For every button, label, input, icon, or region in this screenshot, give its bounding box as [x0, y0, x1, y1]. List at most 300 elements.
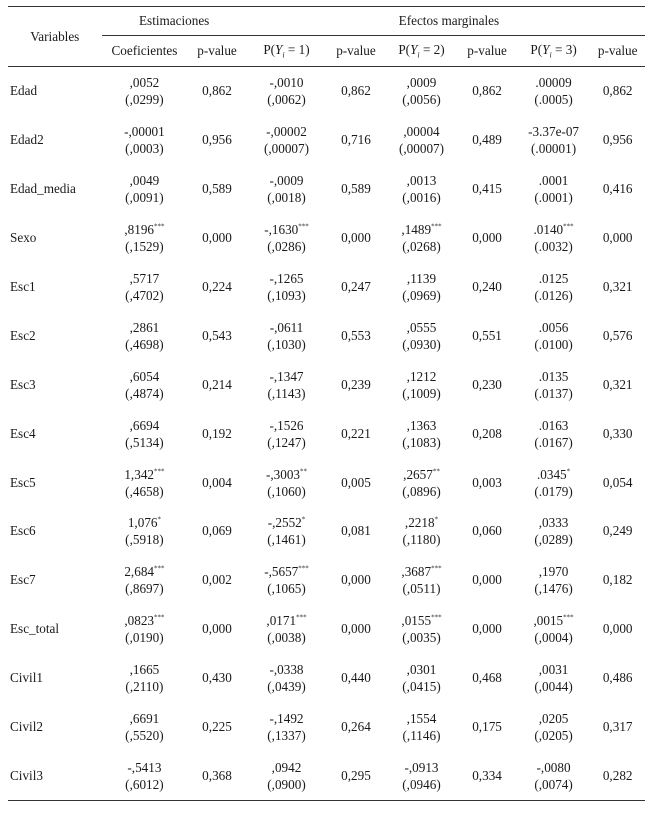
pvalue-cell: 0,415	[472, 181, 502, 197]
standard-error: (,0018)	[267, 190, 306, 206]
standard-error: (,1529)	[125, 239, 164, 255]
pvalue-cell: 0,589	[341, 181, 371, 197]
estimate-value: ,0333	[538, 515, 569, 531]
header-coeficientes: Coeficientes	[111, 43, 178, 58]
estimate-value: .0140***	[533, 222, 574, 238]
pvalue-cell: 0,000	[472, 230, 502, 246]
standard-error: (,1337)	[267, 728, 306, 744]
pvalue-cell: 0,000	[341, 230, 371, 246]
marginal-3-cell	[517, 409, 591, 458]
header-pvalue-1: p-value	[336, 43, 376, 58]
standard-error: (,0299)	[125, 92, 164, 108]
estimate-value: -,5413	[127, 759, 162, 775]
pvalue-cell: 0,182	[602, 572, 633, 588]
variable-name: Edad2	[10, 132, 44, 148]
estimate-value: ,1363	[406, 417, 437, 433]
marginal-2-cell	[386, 507, 458, 556]
standard-error: (,0268)	[402, 239, 441, 255]
table-row	[8, 165, 645, 214]
standard-error: (,0062)	[267, 92, 306, 108]
marginal-2-cell	[386, 556, 458, 605]
pvalue-cell: 0,862	[472, 83, 502, 99]
variable-name: Sexo	[10, 230, 37, 246]
estimate-value: .0345*	[536, 466, 571, 482]
pvalue-cell: 0,368	[202, 767, 232, 783]
table-row	[8, 214, 645, 263]
table-row	[8, 263, 645, 312]
standard-error: (,6012)	[125, 776, 164, 792]
table-row	[8, 605, 645, 654]
pvalue-cell: 0,489	[472, 132, 502, 148]
significance-stars: ***	[154, 467, 165, 476]
pvalue-cell: 0,589	[202, 181, 232, 197]
pvalue-cell: 0,576	[602, 327, 633, 343]
coef-cell	[102, 703, 188, 752]
estimate-value: ,1489***	[401, 222, 442, 238]
marginal-2-cell	[386, 703, 458, 752]
estimate-value: -,0338	[269, 662, 304, 678]
marginal-3-cell	[517, 703, 591, 752]
pvalue-cell: 0,221	[341, 425, 371, 441]
pvalue-cell: 0,000	[202, 621, 232, 637]
standard-error: (.0126)	[534, 288, 573, 303]
significance-stars: ***	[296, 613, 307, 622]
marginal-3-cell	[517, 67, 591, 116]
pvalue-cell: 0,000	[341, 621, 371, 637]
variable-name: Esc3	[10, 376, 36, 392]
significance-stars: ***	[431, 613, 442, 622]
pvalue-cell: 0,862	[341, 83, 371, 99]
pvalue-cell: 0,440	[341, 670, 371, 686]
standard-error: (,5520)	[125, 728, 164, 744]
table-body	[8, 67, 645, 801]
pvalue-cell: 0,000	[472, 621, 502, 637]
estimate-value: ,0009	[406, 75, 437, 91]
estimate-value: ,1212	[406, 368, 437, 384]
standard-error: (,0415)	[402, 679, 441, 695]
estimate-value: -,0080	[536, 759, 571, 775]
standard-error: (,5918)	[125, 532, 164, 548]
marginal-1-cell	[247, 654, 326, 703]
pvalue-cell: 0,000	[602, 621, 633, 637]
marginal-3-cell	[517, 263, 591, 312]
marginal-3-cell	[517, 214, 591, 263]
table-row	[8, 116, 645, 165]
estimate-value: ,1665	[129, 662, 160, 678]
standard-error: (,0289)	[534, 532, 573, 548]
pvalue-cell: 0,334	[472, 767, 502, 783]
significance-stars: ***	[298, 222, 309, 231]
pvalue-cell: 0,956	[602, 132, 633, 148]
header-variables: Variables	[8, 7, 102, 67]
standard-error: (,1247)	[267, 434, 306, 450]
variable-name: Esc6	[10, 523, 36, 539]
estimate-value: ,6694	[129, 417, 160, 433]
pvalue-cell: 0,264	[341, 719, 371, 735]
significance-stars: ***	[563, 222, 574, 231]
marginal-3-cell	[517, 751, 591, 800]
standard-error: (.0032)	[534, 239, 573, 255]
significance-stars: ***	[154, 613, 165, 622]
table-row	[8, 458, 645, 507]
marginal-1-cell	[247, 67, 326, 116]
pvalue-cell: 0,430	[202, 670, 232, 686]
pvalue-cell: 0,192	[202, 425, 232, 441]
marginal-3-cell	[517, 360, 591, 409]
variable-name: Esc_total	[10, 621, 60, 637]
standard-error: (,1143)	[267, 385, 306, 401]
header-efectos-marginales: Efectos marginales	[247, 7, 645, 36]
significance-stars: ***	[298, 564, 309, 573]
estimate-value: -3.37e-07	[528, 124, 580, 140]
significance-stars: *	[566, 467, 571, 476]
pvalue-cell: 0,081	[341, 523, 371, 539]
estimate-value: ,00004	[403, 124, 440, 140]
pvalue-cell: 0,000	[472, 572, 502, 588]
standard-error: (,1461)	[267, 532, 306, 548]
standard-error: (,0091)	[125, 190, 164, 206]
table-row	[8, 360, 645, 409]
pvalue-cell: 0,862	[202, 83, 232, 99]
variable-name: Esc7	[10, 572, 36, 588]
standard-error: (,1146)	[402, 728, 441, 744]
estimate-value: ,6054	[129, 368, 160, 384]
estimate-value: -,0913	[404, 759, 439, 775]
standard-error: (,0286)	[267, 239, 306, 255]
pvalue-cell: 0,716	[341, 132, 371, 148]
header-pvalue-2: p-value	[467, 43, 507, 58]
coef-cell	[102, 165, 188, 214]
estimate-value: -,1347	[269, 368, 304, 384]
estimate-value: ,0823***	[124, 613, 165, 629]
marginal-2-cell	[386, 116, 458, 165]
estimate-value: .00009	[535, 75, 572, 91]
pvalue-cell: 0,247	[341, 279, 371, 294]
standard-error: (,00007)	[398, 141, 445, 157]
significance-stars: ***	[431, 564, 442, 573]
estimate-value: -,1630***	[264, 222, 309, 238]
header-estimaciones: Estimaciones	[102, 7, 247, 36]
coef-cell	[102, 311, 188, 360]
significance-stars: ***	[154, 222, 165, 231]
estimate-value: ,0052	[129, 75, 160, 91]
estimate-value: ,0171***	[266, 613, 307, 629]
marginal-2-cell	[386, 214, 458, 263]
marginal-2-cell	[386, 751, 458, 800]
estimate-value: ,0555	[406, 319, 437, 335]
estimate-value: .0163	[538, 417, 569, 433]
marginal-2-cell	[386, 360, 458, 409]
marginal-1-cell	[247, 703, 326, 752]
coef-cell	[102, 263, 188, 312]
table-row	[8, 556, 645, 605]
variable-name: Esc4	[10, 425, 36, 441]
pvalue-cell: 0,214	[202, 376, 232, 392]
standard-error: (,0205)	[534, 728, 573, 744]
standard-error: (,0074)	[534, 776, 573, 792]
coef-cell	[102, 409, 188, 458]
estimate-value: ,8196***	[124, 222, 165, 238]
standard-error: (.0179)	[534, 483, 573, 499]
marginal-1-cell	[247, 507, 326, 556]
coef-cell	[102, 214, 188, 263]
variable-name: Edad	[10, 83, 38, 99]
pvalue-cell: 0,321	[602, 376, 633, 392]
standard-error: (,4874)	[125, 385, 164, 401]
standard-error: (,4702)	[125, 288, 164, 303]
estimate-value: -,0009	[269, 173, 304, 189]
pvalue-cell: 0,004	[202, 474, 232, 490]
pvalue-cell: 0,239	[341, 376, 371, 392]
standard-error: (,1060)	[267, 483, 306, 499]
header-pvalue-estimaciones: p-value	[197, 43, 237, 58]
pvalue-cell: 0,295	[341, 767, 371, 783]
variable-name: Civil3	[10, 767, 43, 783]
estimate-value: ,0049	[129, 173, 160, 189]
significance-stars: **	[300, 467, 308, 476]
estimate-value: -,1492	[269, 711, 304, 727]
coef-cell	[102, 605, 188, 654]
estimate-value: ,1554	[406, 711, 437, 727]
standard-error: (.0167)	[534, 434, 573, 450]
standard-error: (,0004)	[534, 630, 573, 646]
estimate-value: .0056	[538, 319, 569, 335]
variable-name: Esc5	[10, 474, 36, 490]
estimate-value: .0001	[538, 173, 569, 189]
standard-error: (,0439)	[267, 679, 306, 695]
marginal-1-cell	[247, 116, 326, 165]
marginal-1-cell	[247, 751, 326, 800]
pvalue-cell: 0,956	[202, 132, 232, 148]
table-row	[8, 507, 645, 556]
pvalue-cell: 0,224	[202, 279, 232, 294]
pvalue-cell: 0,000	[602, 230, 633, 246]
variable-name: Esc2	[10, 327, 36, 343]
standard-error: (,0896)	[402, 483, 441, 499]
estimate-value: ,0301	[406, 662, 437, 678]
standard-error: (,1030)	[267, 336, 306, 352]
marginal-2-cell	[386, 605, 458, 654]
pvalue-cell: 0,862	[602, 83, 633, 99]
standard-error: (.0137)	[534, 385, 573, 401]
standard-error: (,0969)	[402, 288, 441, 303]
marginal-1-cell	[247, 360, 326, 409]
estimate-value: -,0611	[269, 319, 304, 335]
pvalue-cell: 0,003	[472, 474, 502, 490]
pvalue-cell: 0,054	[602, 474, 633, 490]
marginal-1-cell	[247, 165, 326, 214]
coef-cell	[102, 507, 188, 556]
significance-stars: *	[301, 516, 306, 525]
pvalue-cell: 0,551	[472, 327, 502, 343]
estimate-value: ,6691	[129, 711, 160, 727]
standard-error: (,0190)	[125, 630, 164, 646]
marginal-1-cell	[247, 214, 326, 263]
marginal-2-cell	[386, 458, 458, 507]
table-row	[8, 409, 645, 458]
marginal-2-cell	[386, 654, 458, 703]
marginal-3-cell	[517, 556, 591, 605]
standard-error: (,0511)	[402, 581, 441, 597]
standard-error: (,1009)	[402, 385, 441, 401]
standard-error: (,1083)	[402, 434, 441, 450]
marginal-1-cell	[247, 556, 326, 605]
standard-error: (,4658)	[125, 483, 164, 499]
standard-error: (.0100)	[534, 336, 573, 352]
pvalue-cell: 0,249	[602, 523, 633, 539]
marginal-3-cell	[517, 311, 591, 360]
pvalue-cell: 0,000	[202, 230, 232, 246]
standard-error: (,0044)	[534, 679, 573, 695]
estimate-value: ,0013	[406, 173, 437, 189]
pvalue-cell: 0,208	[472, 425, 502, 441]
coef-cell	[102, 654, 188, 703]
standard-error: (.0001)	[534, 190, 573, 206]
standard-error: (,00007)	[263, 141, 310, 157]
marginal-1-cell	[247, 409, 326, 458]
standard-error: (,0003)	[125, 141, 164, 157]
estimate-value: ,2218*	[404, 515, 439, 531]
standard-error: (,0016)	[402, 190, 441, 206]
pvalue-cell: 0,000	[341, 572, 371, 588]
estimate-value: .0135	[538, 368, 569, 384]
marginal-2-cell	[386, 311, 458, 360]
pvalue-cell: 0,060	[472, 523, 502, 539]
standard-error: (,0930)	[402, 336, 441, 352]
marginal-1-cell	[247, 263, 326, 312]
pvalue-cell: 0,317	[602, 719, 633, 735]
coef-cell	[102, 751, 188, 800]
header-prob-3: $P(Y_i = 3)$	[530, 42, 577, 60]
marginal-2-cell	[386, 165, 458, 214]
header-pvalue-3: p-value	[597, 43, 638, 58]
significance-stars: **	[432, 467, 440, 476]
standard-error: (,0035)	[402, 630, 441, 646]
table-row	[8, 751, 645, 800]
standard-error: (,1093)	[267, 288, 306, 303]
significance-stars: ***	[154, 564, 165, 573]
estimate-value: -,1265	[269, 271, 304, 286]
marginal-2-cell	[386, 409, 458, 458]
estimate-value: ,0942	[271, 759, 302, 775]
table-row	[8, 654, 645, 703]
estimate-value: ,0155***	[401, 613, 442, 629]
standard-error: (,8697)	[125, 581, 164, 597]
pvalue-cell: 0,321	[602, 279, 633, 294]
pvalue-cell: 0,240	[472, 279, 502, 294]
standard-error: (,0900)	[267, 776, 306, 792]
estimate-value: ,5717	[129, 271, 160, 286]
significance-stars: *	[434, 516, 439, 525]
standard-error: (,0946)	[402, 776, 441, 792]
pvalue-cell: 0,468	[472, 670, 502, 686]
estimate-value: -,3003**	[265, 466, 308, 482]
marginal-3-cell	[517, 165, 591, 214]
coef-cell	[102, 116, 188, 165]
estimate-value: 1,076*	[127, 515, 161, 531]
pvalue-cell: 0,002	[202, 572, 232, 588]
standard-error: (,0056)	[402, 92, 441, 108]
coef-cell	[102, 556, 188, 605]
standard-error: (.0005)	[534, 92, 573, 108]
significance-stars: ***	[431, 222, 442, 231]
pvalue-cell: 0,005	[341, 474, 371, 490]
estimate-value: -,00002	[266, 124, 307, 140]
header-prob-1: $P(Y_i = 1)$	[263, 42, 310, 60]
marginal-1-cell	[247, 605, 326, 654]
estimate-value: ,1139	[406, 271, 437, 286]
standard-error: (,2110)	[125, 679, 164, 695]
standard-error: (.00001)	[531, 141, 577, 157]
significance-stars: ***	[563, 613, 574, 622]
marginal-2-cell	[386, 263, 458, 312]
pvalue-cell: 0,069	[202, 523, 232, 539]
standard-error: (,1476)	[534, 581, 573, 597]
estimate-value: ,3687***	[401, 564, 442, 580]
variable-name: Civil1	[10, 670, 43, 686]
estimate-value: ,0015***	[533, 613, 574, 629]
pvalue-cell: 0,230	[472, 376, 502, 392]
estimate-value: -,1526	[269, 417, 304, 433]
estimate-value: -,00001	[124, 124, 165, 140]
variable-name: Civil2	[10, 719, 43, 735]
coef-cell	[102, 458, 188, 507]
pvalue-cell: 0,416	[602, 181, 633, 197]
header-prob-2: $P(Y_i = 2)$	[398, 42, 445, 60]
marginal-3-cell	[517, 507, 591, 556]
pvalue-cell: 0,282	[602, 767, 633, 783]
estimate-value: 2,684***	[124, 564, 165, 580]
coef-cell	[102, 360, 188, 409]
standard-error: (,1065)	[267, 581, 306, 597]
table-row	[8, 67, 645, 116]
pvalue-cell: 0,553	[341, 327, 371, 343]
results-table	[8, 6, 645, 801]
estimate-value: -,2552*	[267, 515, 306, 531]
standard-error: (,5134)	[125, 434, 164, 450]
pvalue-cell: 0,543	[202, 327, 232, 343]
pvalue-cell: 0,486	[602, 670, 633, 686]
significance-stars: *	[157, 516, 161, 525]
marginal-3-cell	[517, 654, 591, 703]
marginal-3-cell	[517, 458, 591, 507]
standard-error: (,4698)	[125, 336, 164, 352]
table-row	[8, 311, 645, 360]
marginal-2-cell	[386, 67, 458, 116]
estimate-value: ,2657**	[403, 466, 440, 482]
estimate-value: .0125	[538, 271, 569, 286]
standard-error: (,0038)	[267, 630, 306, 646]
marginal-3-cell	[517, 116, 591, 165]
table-row	[8, 703, 645, 752]
pvalue-cell: 0,175	[472, 719, 502, 735]
pvalue-cell: 0,225	[202, 719, 232, 735]
marginal-3-cell	[517, 605, 591, 654]
marginal-1-cell	[247, 311, 326, 360]
estimate-value: -,0010	[269, 75, 304, 91]
standard-error: (,1180)	[402, 532, 441, 548]
estimate-value: 1,342***	[124, 466, 165, 482]
marginal-1-cell	[247, 458, 326, 507]
estimate-value: -,5657***	[264, 564, 309, 580]
pvalue-cell: 0,330	[602, 425, 633, 441]
estimate-value: ,0031	[538, 662, 569, 678]
variable-name: Edad_media	[10, 181, 76, 197]
estimate-value: ,0205	[538, 711, 569, 727]
variable-name: Esc1	[10, 279, 36, 294]
estimate-value: ,1970	[538, 564, 569, 580]
coef-cell	[102, 67, 188, 116]
